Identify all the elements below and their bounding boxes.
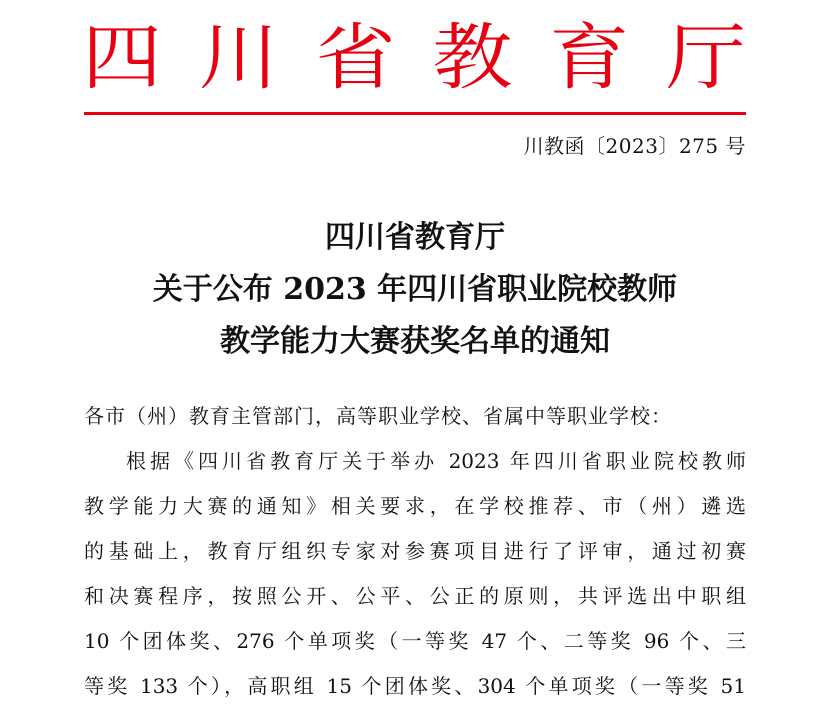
issuer-header [82,12,746,104]
issuer-char-4: 教 [432,15,513,100]
document-body [84,394,746,705]
header-divider [84,112,746,115]
issuer-char-1: 四 [82,15,162,100]
issuer-char-5: 育 [549,15,630,100]
paragraph-line: 教学能力大赛的通知》相关要求，在学校推荐、市（州）遴选 [84,494,746,518]
paragraph-line: 的基础上，教育厅组织专家对参赛项目进行了评审，通过初赛 [84,539,746,563]
issuer-char-2: 川 [198,15,279,100]
body-paragraph [84,439,746,705]
paragraph-line: 等奖 133 个），高职组 15 个团体奖、304 个单项奖（一等奖 51 [84,674,746,698]
salutation: 各市（州）教育主管部门，高等职业学校、省属中等职业学校： [84,404,672,428]
title-line-1: 四川省教育厅 [325,220,505,255]
title-line-3: 教学能力大赛获奖名单的通知 [220,324,610,359]
title-line-2: 关于公布 2023 年四川省职业院校教师 [152,272,678,307]
paragraph-line: 和决赛程序，按照公开、公平、公正的原则，共评选出中职组 [84,584,746,608]
paragraph-line: 10 个团体奖、276 个单项奖（一等奖 47 个、二等奖 96 个、三 [84,629,746,653]
paragraph-line: 根据《四川省教育厅关于举办 2023 年四川省职业院校教师 [126,449,746,473]
issuer-char-3: 省 [315,15,396,100]
document-number: 川教函〔2023〕275 号 [523,134,746,158]
document-title [84,212,746,368]
issuer-char-6: 厅 [665,15,746,100]
